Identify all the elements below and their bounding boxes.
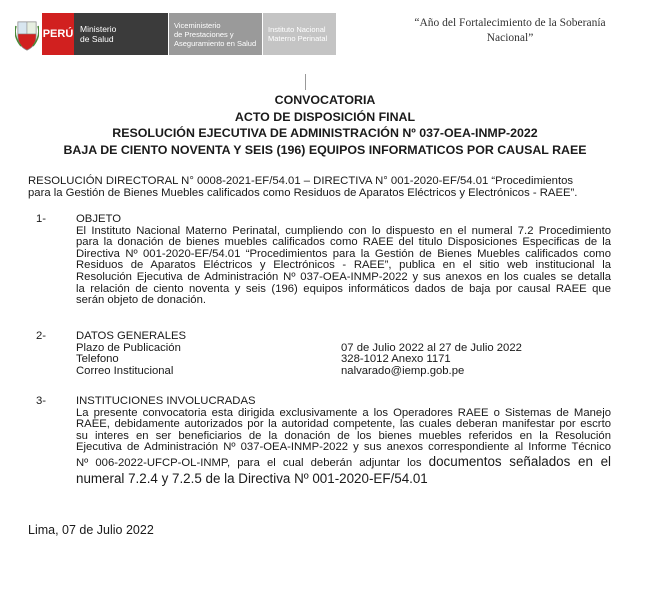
year-motto: “Año del Fortalecimiento de la Soberanía Nacional” (414, 17, 606, 44)
paragraph-line: Resolución Ejecutiva de Administración Nº 037-OEA-INMP-2022 y sus anexos en los cuales se detalla (76, 270, 611, 283)
viceministerio-logo: Viceministerio de Prestaciones y Aseguramiento en Salud (169, 13, 262, 55)
section-number: 2- (36, 330, 47, 342)
row-value: 328-1012 Anexo 1171 (341, 353, 451, 366)
peru-logo: PERÚ (42, 13, 74, 55)
paragraph-line: Residuos de Aparatos Eléctricos y Electrónicos - RAEE”, publica en el sitio web institucional la (76, 259, 611, 272)
divider-line (305, 74, 306, 90)
row-value: 07 de Julio 2022 al 27 de Julio 2022 (341, 341, 522, 354)
paragraph-line: su interes en ser beneficiarios de la donación de los bienes muebles referidos en la Resolución (76, 429, 611, 442)
row-label: Telefono (76, 353, 119, 366)
institutional-logo-strip (14, 13, 336, 55)
coat-of-arms-icon (14, 13, 40, 55)
section-heading: OBJETO (76, 213, 121, 225)
paragraph-line: numeral 7.2.4 y 7.2.5 de la Directiva Nº 001-2020-EF/54.01 (76, 470, 428, 486)
row-label: Plazo de Publicación (76, 341, 181, 354)
legal-reference: RESOLUCIÓN DIRECTORAL N° 0008-2021-EF/54.01 – DIRECTIVA N° 001-2020-EF/54.01 “Procedimientos para la Gestión de Bienes Muebles calificados como Residuos de Aparatos Eléctricos y Electrónicos - RAEE”. (28, 175, 578, 199)
paragraph-line: la relación de ciento noventa y seis (196) equipos informáticos dados de baja por causal RAEE que (76, 282, 611, 295)
section-heading: DATOS GENERALES (76, 330, 187, 342)
minsa-logo: Ministerio de Salud (74, 13, 168, 55)
paragraph-line: serán objeto de donación. (76, 294, 207, 307)
paragraph-line: para la donación de bienes muebles calificados como RAEE del titulo Disposiciones Especificas de la (76, 236, 611, 249)
paragraph-line: RAEE, debidamente autorizados por la autoridad competente, las cuales deberan manifestar por escrto (76, 418, 611, 431)
general-data-row (76, 366, 611, 378)
place-date: Lima, 07 de Julio 2022 (28, 523, 154, 537)
inmp-logo: Instituto Nacional Materno Perinatal (263, 13, 336, 55)
title-resolucion: RESOLUCIÓN EJECUTIVA DE ADMINISTRACIÓN Nº 037-OEA-INMP-2022 (112, 126, 538, 140)
title-acto: ACTO DE DISPOSICIÓN FINAL (234, 109, 416, 124)
paragraph-line: La presente convocatoria esta dirigida exclusivamente a los Operadores RAEE o Sistemas de Manejo (76, 406, 611, 419)
title-convocatoria: CONVOCATORIA (274, 93, 376, 107)
section-number: 3- (36, 395, 47, 407)
document-titles (20, 92, 630, 158)
row-label: Correo Institucional (76, 364, 174, 377)
paragraph-line: El Instituto Nacional Materno Perinatal, cumpliendo con lo dispuesto en el numeral 7.2 Procedimiento (76, 224, 611, 237)
paragraph-line: Ejecutiva de Administración Nº 037-OEA-INMP-2022 y sus anexos correspondiente al Informe Técnico (76, 441, 611, 454)
paragraph-line: Nº 006-2022-UFCP-OL-INMP, para el cual deberán adjuntar los documentos señalados en el (76, 453, 611, 469)
paragraph-line: Directiva Nº 001-2020-EF/54.01 “Procedimientos para la Gestión de Bienes Muebles calificados como (76, 247, 611, 260)
title-baja: BAJA DE CIENTO NOVENTA Y SEIS (196) EQUIPOS INFORMATICOS POR CAUSAL RAEE (63, 142, 587, 157)
section-heading: INSTITUCIONES INVOLUCRADAS (76, 395, 256, 407)
email-value: nalvarado@iemp.gob.pe (341, 364, 465, 377)
section-number: 1- (36, 213, 47, 225)
